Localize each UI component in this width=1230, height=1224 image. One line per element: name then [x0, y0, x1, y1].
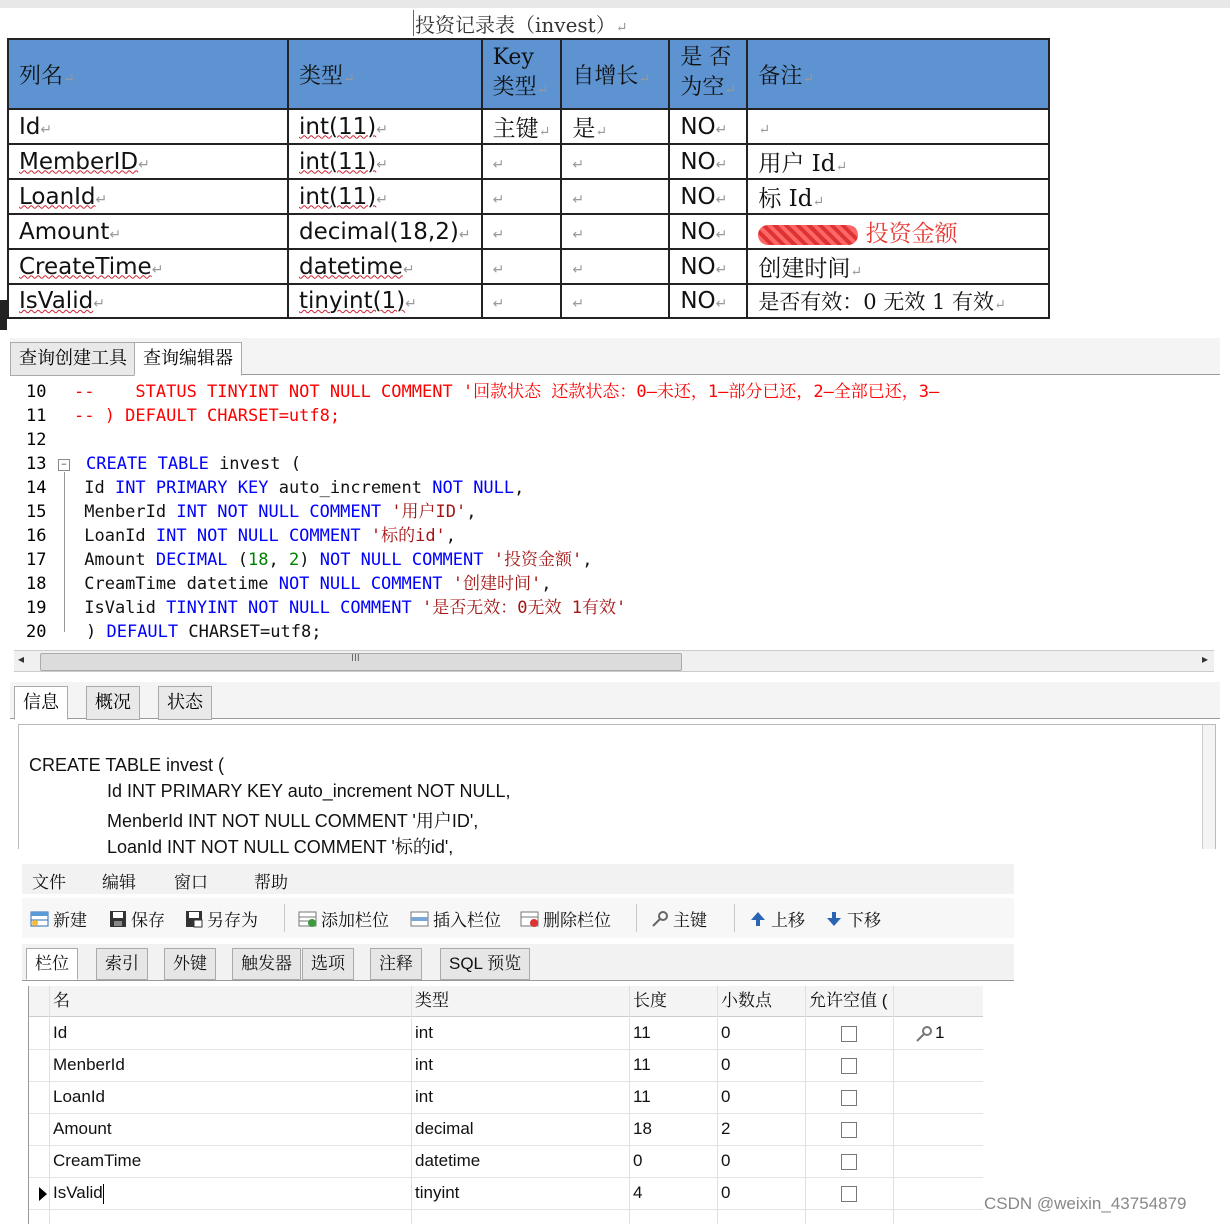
cell-nullable: NO↵	[669, 249, 747, 284]
code-token: INT PRIMARY KEY	[114, 478, 269, 498]
tab-options[interactable]: 选项	[302, 948, 354, 980]
code-token: DECIMAL	[155, 550, 228, 570]
tab-query-editor[interactable]: 查询编辑器	[134, 342, 242, 376]
field-length-cell[interactable]	[633, 1049, 651, 1081]
new-button[interactable]: 新建	[30, 906, 87, 931]
horizontal-scrollbar[interactable]	[14, 650, 1214, 672]
field-type-cell-text: tinyint	[415, 1183, 460, 1202]
code-text	[86, 620, 321, 644]
cell-nullable: NO↵	[669, 179, 747, 214]
new-table-icon	[30, 910, 50, 928]
cell-type: datetime↵	[288, 249, 482, 284]
field-type-cell[interactable]	[415, 1017, 433, 1049]
field-name-cell[interactable]	[53, 1017, 67, 1049]
allow-null-checkbox[interactable]	[841, 1026, 857, 1042]
cell-type: decimal(18,2)↵	[288, 214, 482, 249]
field-name-cell[interactable]	[53, 1145, 141, 1177]
tab-status[interactable]: 状态	[158, 686, 212, 720]
table-row[interactable]	[29, 1017, 983, 1050]
code-token: ,	[514, 478, 525, 498]
field-type-cell[interactable]	[415, 1145, 480, 1177]
insert-column-button[interactable]: 插入栏位	[410, 906, 501, 931]
tab-comments[interactable]: 注释	[370, 948, 422, 980]
code-token: ,	[268, 550, 289, 570]
header-autoinc: 自增长↵	[561, 39, 669, 109]
code-token: )	[86, 622, 107, 642]
field-name-cell-text: MenberId	[53, 1055, 125, 1074]
cell-type: int(11)↵	[288, 179, 482, 214]
info-output	[18, 724, 1216, 857]
field-length-cell-text: 0	[633, 1151, 643, 1170]
cell-auto: ↵	[561, 284, 669, 318]
line-number: 12	[26, 430, 47, 450]
field-decimal-cell[interactable]	[721, 1113, 730, 1145]
grid-header	[29, 986, 983, 1017]
code-token: NOT NULL COMMENT	[278, 574, 443, 594]
line-number: 11	[26, 406, 47, 426]
scroll-thumb[interactable]	[40, 653, 682, 671]
cell-auto: ↵	[561, 214, 669, 249]
code-token: INT NOT NULL COMMENT	[176, 502, 382, 522]
code-token: 2	[289, 550, 300, 570]
allow-null-checkbox[interactable]	[841, 1186, 857, 1202]
code-token: '投资金额'	[493, 550, 583, 570]
cell-key: ↵	[482, 144, 562, 179]
field-name-cell[interactable]	[53, 1113, 112, 1145]
cell-type: int(11)↵	[288, 144, 482, 179]
menu-file[interactable]: 文件	[32, 873, 66, 892]
tab-sql-preview[interactable]: SQL 预览	[440, 948, 530, 980]
code-token: (	[227, 550, 249, 570]
toolbar-separator	[636, 904, 637, 932]
arrow-down-icon	[824, 910, 844, 928]
cell-auto: ↵	[561, 249, 669, 284]
add-column-button[interactable]: 添加栏位	[298, 906, 389, 931]
code-token: invest (	[208, 454, 301, 474]
table-row[interactable]	[29, 1177, 983, 1210]
title-divider	[413, 10, 414, 36]
fold-toggle-icon[interactable]: −	[58, 459, 70, 471]
add-column-icon	[298, 910, 318, 928]
code-text	[74, 500, 477, 524]
top-strip	[0, 0, 1230, 8]
primary-key-button[interactable]: 主键	[650, 906, 707, 931]
cell-name: MemberID↵	[8, 144, 288, 179]
info-line: MenberId INT NOT NULL COMMENT '用户ID',	[107, 811, 479, 831]
cell-name: CreateTime↵	[8, 249, 288, 284]
move-up-button[interactable]: 上移	[748, 906, 805, 931]
field-type-cell-text: int	[415, 1023, 433, 1042]
code-token: INT NOT NULL COMMENT	[155, 526, 361, 546]
info-line: CREATE TABLE invest (	[29, 755, 225, 775]
col-header-name: 名	[53, 991, 70, 1010]
field-decimal-cell[interactable]	[721, 1145, 730, 1177]
spec-row	[8, 179, 1049, 214]
allow-null-checkbox[interactable]	[841, 1122, 857, 1138]
code-token: )	[299, 550, 320, 570]
code-token: ,	[582, 550, 593, 570]
spec-table	[7, 38, 1050, 319]
key-icon	[913, 1025, 935, 1043]
left-edge-bar	[0, 300, 7, 330]
code-token: '创建时间'	[452, 574, 542, 594]
field-decimal-cell-text: 0	[721, 1023, 731, 1042]
spec-row	[8, 284, 1049, 318]
spec-document	[0, 0, 1230, 330]
cell-nullable: NO↵	[669, 284, 747, 318]
header-nullable: 是 否 为空↵	[669, 39, 747, 109]
toolbar-separator	[734, 904, 735, 932]
allow-null-checkbox[interactable]	[841, 1154, 857, 1170]
line-number: 20	[26, 622, 47, 642]
cell-type: tinyint(1)↵	[288, 284, 482, 318]
code-text	[74, 524, 456, 548]
sql-code-editor[interactable]	[10, 376, 1220, 644]
code-token	[361, 526, 371, 546]
tab-query-builder[interactable]: 查询创建工具	[10, 342, 136, 376]
code-token: CREATE TABLE	[86, 454, 209, 474]
field-decimal-cell[interactable]	[721, 1177, 730, 1209]
code-text	[74, 548, 592, 572]
key-order-text: 1	[935, 1023, 945, 1042]
field-length-cell[interactable]	[633, 1017, 651, 1049]
line-number: 13	[26, 454, 47, 474]
field-type-cell[interactable]	[415, 1049, 433, 1081]
delete-column-icon	[520, 910, 540, 928]
field-decimal-cell[interactable]	[721, 1081, 730, 1113]
field-decimal-cell-text: 0	[721, 1055, 731, 1074]
fold-guide	[64, 472, 65, 632]
info-line: Id INT PRIMARY KEY auto_increment NOT NULL,	[107, 781, 511, 801]
code-token: -- STATUS TINYINT NOT NULL COMMENT '回款状态 还款状态：0—未还，1—部分已还，2—全部已还，3—	[74, 382, 940, 402]
code-token: NOT NULL COMMENT	[319, 550, 484, 570]
cell-note: 是否有效：0 无效 1 有效↵	[747, 284, 1049, 318]
field-name-cell-text: CreamTime	[53, 1151, 142, 1170]
field-name-cell[interactable]	[53, 1049, 125, 1081]
code-text	[74, 596, 626, 620]
field-name-cell-text: IsValid	[53, 1183, 103, 1202]
line-number: 14	[26, 478, 47, 498]
text-caret	[103, 1184, 104, 1204]
cell-name: Id↵	[8, 109, 288, 144]
field-decimal-cell-text: 2	[721, 1119, 731, 1138]
info-line: LoanId INT NOT NULL COMMENT '标的id',	[107, 837, 454, 857]
columns-grid	[28, 986, 983, 1224]
menu-window[interactable]: 窗口	[174, 873, 208, 892]
spec-row	[8, 214, 1049, 249]
line-number: 10	[26, 382, 47, 402]
col-header-length: 长度	[633, 991, 667, 1010]
spec-header-row	[8, 39, 1049, 109]
code-text	[74, 572, 551, 596]
field-type-cell[interactable]	[415, 1177, 459, 1209]
line-number: 15	[26, 502, 47, 522]
field-length-cell-text: 18	[633, 1119, 652, 1138]
code-text	[74, 476, 524, 500]
watermark: CSDN @weixin_43754879	[984, 1194, 1187, 1213]
code-token: 18	[248, 550, 269, 570]
header-note: 备注↵	[747, 39, 1049, 109]
result-tabbar	[10, 682, 1220, 719]
line-number: 19	[26, 598, 47, 618]
field-length-cell[interactable]	[633, 1145, 642, 1177]
doc-title: 投资记录表（invest）↵	[415, 13, 628, 37]
field-name-cell[interactable]	[53, 1177, 104, 1209]
cell-nullable: NO↵	[669, 214, 747, 249]
table-row[interactable]	[29, 1081, 983, 1114]
field-decimal-cell-text: 0	[721, 1183, 731, 1202]
code-token: NOT NULL	[432, 478, 515, 498]
field-type-cell-text: int	[415, 1087, 433, 1106]
code-token	[381, 502, 391, 522]
field-name-cell-text: Amount	[53, 1119, 112, 1138]
code-token: DEFAULT	[106, 622, 179, 642]
cell-key: 主键↵	[482, 109, 562, 144]
line-number: 18	[26, 574, 47, 594]
code-token: ,	[541, 574, 552, 594]
query-editor-window	[10, 332, 1220, 857]
field-type-cell-text: datetime	[415, 1151, 481, 1170]
cell-auto: 是↵	[561, 109, 669, 144]
field-type-cell[interactable]	[415, 1081, 433, 1113]
code-token	[412, 598, 422, 618]
code-token: -- ) DEFAULT CHARSET=utf8;	[74, 406, 341, 426]
code-token: Id	[74, 478, 115, 498]
header-key: Key 类型↵	[482, 39, 562, 109]
code-token: auto_increment	[268, 478, 433, 498]
current-row-pointer-icon	[39, 1187, 47, 1201]
arrow-up-icon	[748, 910, 768, 928]
code-token: Amount	[74, 550, 156, 570]
col-header-decimal: 小数点	[721, 991, 772, 1010]
vertical-scrollbar[interactable]	[1202, 725, 1215, 849]
scroll-left-arrow-icon[interactable]: ◂	[18, 652, 25, 666]
cell-note: ↵	[747, 109, 1049, 144]
cell-auto: ↵	[561, 179, 669, 214]
code-token	[484, 550, 494, 570]
field-decimal-cell-text: 0	[721, 1151, 731, 1170]
cell-nullable: NO↵	[669, 144, 747, 179]
menu-edit[interactable]: 编辑	[102, 873, 136, 892]
tab-triggers[interactable]: 触发器	[232, 948, 301, 980]
redacted-scribble	[758, 225, 858, 245]
tab-foreign-keys[interactable]: 外键	[164, 948, 216, 980]
cell-name: Amount↵	[8, 214, 288, 249]
field-length-cell-text: 11	[633, 1087, 651, 1106]
cell-note: 投资金额	[747, 214, 1049, 249]
table-row[interactable]	[29, 1049, 983, 1082]
col-header-allow-null: 允许空值 (	[809, 991, 888, 1010]
code-text	[74, 404, 340, 428]
tab-info[interactable]: 信息	[14, 686, 68, 720]
scroll-right-arrow-icon[interactable]: ▸	[1201, 652, 1208, 666]
scroll-grip: III	[351, 653, 360, 664]
code-token: '标的id'	[370, 526, 446, 546]
field-name-cell-text: LoanId	[53, 1087, 105, 1106]
col-header-type: 类型	[415, 991, 449, 1010]
code-token	[442, 574, 452, 594]
code-token: TINYINT NOT NULL COMMENT	[166, 598, 412, 618]
table-designer-window	[22, 864, 1014, 1224]
line-number: 16	[26, 526, 47, 546]
cell-type: int(11)↵	[288, 109, 482, 144]
field-decimal-cell-text: 0	[721, 1087, 731, 1106]
key-icon	[650, 910, 670, 928]
designer-toolbar	[22, 898, 1014, 938]
allow-null-checkbox[interactable]	[841, 1090, 857, 1106]
cell-nullable: NO↵	[669, 109, 747, 144]
field-length-cell-text: 11	[633, 1055, 651, 1074]
spec-row	[8, 144, 1049, 179]
spec-row	[8, 109, 1049, 144]
code-token: LoanId	[74, 526, 156, 546]
insert-column-icon	[410, 910, 430, 928]
allow-null-checkbox[interactable]	[841, 1058, 857, 1074]
editor-tabbar	[10, 338, 1220, 375]
cell-note: 标 Id↵	[747, 179, 1049, 214]
code-token: IsValid	[74, 598, 167, 618]
code-text	[86, 452, 301, 476]
cell-note: 用户 Id↵	[747, 144, 1049, 179]
code-token: CreamTime datetime	[74, 574, 279, 594]
menu-bar	[22, 864, 1014, 894]
cell-auto: ↵	[561, 144, 669, 179]
field-decimal-cell[interactable]	[721, 1049, 730, 1081]
field-type-cell[interactable]	[415, 1113, 474, 1145]
code-text	[74, 380, 939, 404]
save-icon	[108, 910, 128, 928]
cell-key: ↵	[482, 284, 562, 318]
field-name-cell-text: Id	[53, 1023, 68, 1042]
save-as-button[interactable]: 另存为	[184, 906, 258, 931]
code-token: ,	[466, 502, 477, 522]
field-name-cell[interactable]	[53, 1081, 105, 1113]
header-colname: 列名↵	[8, 39, 288, 109]
primary-key-indicator	[913, 1017, 944, 1049]
line-number: 17	[26, 550, 47, 570]
cell-key: ↵	[482, 249, 562, 284]
spec-row	[8, 249, 1049, 284]
code-token: MenberId	[74, 502, 177, 522]
header-type: 类型↵	[288, 39, 482, 109]
code-token: ,	[445, 526, 457, 546]
code-token: CHARSET=utf8;	[178, 622, 322, 642]
code-token: '用户ID'	[391, 502, 467, 522]
move-down-button[interactable]: 下移	[824, 906, 881, 931]
menu-help[interactable]: 帮助	[254, 873, 288, 892]
field-type-cell-text: int	[415, 1055, 433, 1074]
save-button[interactable]: 保存	[108, 906, 165, 931]
designer-tabbar	[22, 944, 1014, 981]
cell-name: IsValid↵	[8, 284, 288, 318]
field-length-cell[interactable]	[633, 1081, 651, 1113]
field-length-cell[interactable]	[633, 1113, 652, 1145]
tab-columns[interactable]: 栏位	[26, 948, 78, 980]
tab-profile[interactable]: 概况	[86, 686, 140, 720]
field-type-cell-text: decimal	[415, 1119, 474, 1138]
cell-key: ↵	[482, 179, 562, 214]
tab-indexes[interactable]: 索引	[96, 948, 148, 980]
field-length-cell-text: 11	[633, 1023, 651, 1042]
field-length-cell[interactable]	[633, 1177, 642, 1209]
toolbar-separator	[284, 904, 285, 932]
field-length-cell-text: 4	[633, 1183, 643, 1202]
table-row[interactable]	[29, 1145, 983, 1178]
code-token: '是否无效：0无效 1有效'	[422, 598, 627, 618]
table-row[interactable]	[29, 1113, 983, 1146]
cell-note: 创建时间↵	[747, 249, 1049, 284]
field-decimal-cell[interactable]	[721, 1017, 730, 1049]
cell-name: LoanId↵	[8, 179, 288, 214]
cell-key: ↵	[482, 214, 562, 249]
save-as-icon	[184, 910, 204, 928]
delete-column-button[interactable]: 删除栏位	[520, 906, 611, 931]
